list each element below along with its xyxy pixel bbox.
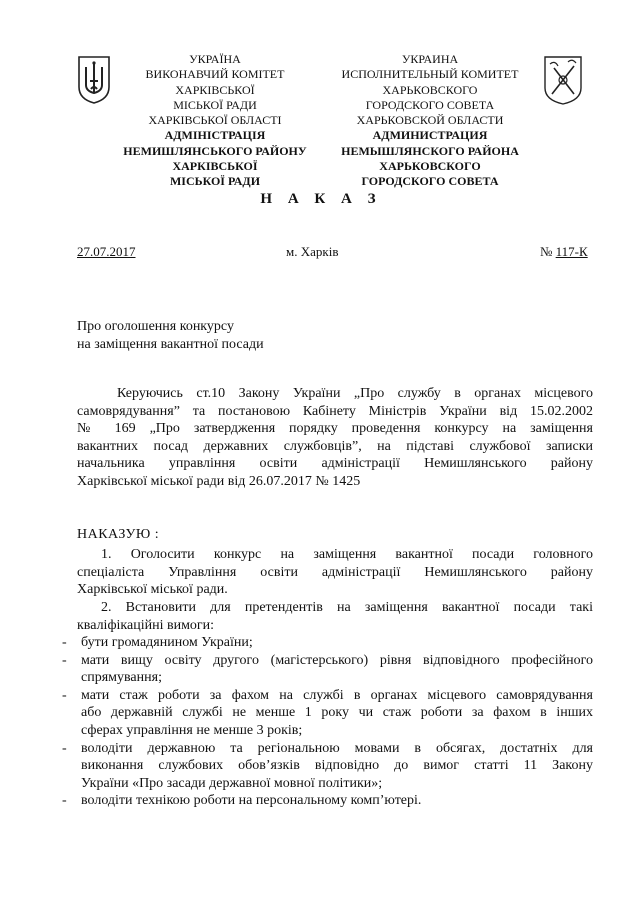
list-item-line: сферах управління не менше 3 років; [81, 722, 303, 738]
list-item-line: або державній службі не менше 1 року чи стаж роботи за фахом в інших [81, 705, 593, 721]
trident-coat-of-arms-icon [76, 55, 112, 105]
list-item: - мати стаж роботи за фахом на службі в органах місцевого самоврядування або державній службі не менше 1 року чи стаж роботи за фахом в інших сферах управління не менше 3 років; [62, 687, 593, 738]
list-item: - мати вищу освіту другого (магістерського) рівня відповідного професійного спрямування; [62, 652, 593, 686]
list-item-line: мати стаж роботи за фахом на службі в органах місцевого самоврядування [81, 687, 593, 703]
kharkiv-coat-of-arms-icon [542, 54, 584, 106]
preamble-line: № 169 „Про затвердження порядку проведення конкурсу на заміщення [77, 421, 593, 437]
preamble-paragraph [77, 385, 593, 491]
header-ukrainian [115, 52, 315, 190]
order-subject [77, 318, 264, 354]
point-2 [77, 599, 593, 634]
list-item-line: володіти технікою роботи на персональному комп’ютері. [81, 793, 422, 809]
preamble-line: Керуючись ст.10 Закону України „Про службу в органах місцевого [117, 386, 593, 401]
header-line-bold: ХАРКІВСЬКОЇ [172, 159, 258, 174]
header-line-bold: МІСЬКОЇ РАДИ [169, 174, 261, 189]
order-city: м. Харків [286, 244, 339, 259]
list-item-line: спрямування; [81, 670, 162, 686]
preamble-line: самоврядування” та постановою Кабінету Міністрів України від 15.02.2002 [77, 403, 593, 419]
header-line: ГОРОДСКОГО СОВЕТА [365, 97, 495, 112]
document-type-title: Н А К А З [260, 191, 382, 207]
header-line-bold: НЕМИШЛЯНСЬКОГО РАЙОНУ [123, 143, 307, 158]
list-item-line: України «Про засади державної мовної політики»; [81, 775, 383, 791]
point-line: кваліфікаційні вимоги: [77, 617, 215, 633]
preamble-line: вакантних посад державних службовців”, на підставі службової записки [77, 438, 593, 454]
subject-line: Про оголошення конкурсу [77, 319, 234, 334]
list-item: - володіти технікою роботи на персональному комп’ютері. [62, 792, 593, 810]
point-line: Харківської міської ради. [77, 582, 228, 598]
header-line: ХАРЬКОВСКОЙ ОБЛАСТИ [356, 113, 504, 128]
header-line: ВИКОНАВЧИЙ КОМІТЕТ [145, 67, 285, 82]
preamble-line: Харківської міської ради від 26.07.2017 № 1425 [77, 473, 361, 489]
preamble-line: начальника управління освіти адміністрації Немишлянського району [77, 456, 593, 472]
point-line: спеціаліста Управління освіти адміністрації Немишлянського району [77, 564, 593, 580]
header-line-bold: НЕМЫШЛЯНСКОГО РАЙОНА [341, 143, 519, 158]
header-line-bold: АДМИНИСТРАЦИЯ [372, 128, 488, 143]
list-item-line: володіти державною та регіональною мовами в обсягах, достатніх для [81, 740, 593, 756]
order-directive-heading: НАКАЗУЮ : [77, 527, 160, 542]
header-line-bold: ХАРЬКОВСКОГО [379, 159, 481, 174]
header-line: МІСЬКОЇ РАДИ [173, 97, 257, 112]
subject-line: на заміщення вакантної посади [77, 337, 264, 352]
list-item: - володіти державною та регіональною мовами в обсягах, достатніх для виконання службових обов’язків відповідно до вимог статті 11 Закону України «Про засади державної мовної політики»; [62, 740, 593, 791]
order-number-value: 117-К [555, 244, 588, 259]
header-line: ХАРКІВСЬКОЇ ОБЛАСТІ [148, 113, 282, 128]
header-line: ИСПОЛНИТЕЛЬНЫЙ КОМИТЕТ [341, 67, 519, 82]
header-line: ХАРКІВСЬКОЇ [175, 82, 255, 97]
header-line: УКРАЇНА [189, 52, 241, 66]
order-number-prefix: № [540, 244, 556, 259]
list-item: - бути громадянином України; [62, 634, 593, 652]
header-line: УКРАИНА [401, 52, 459, 66]
order-date: 27.07.2017 [77, 244, 136, 259]
requirements-list [62, 634, 593, 810]
order-number [540, 244, 588, 260]
point-1 [77, 546, 593, 599]
header-line-bold: АДМІНІСТРАЦІЯ [164, 128, 266, 143]
header-line: ХАРЬКОВСКОГО [382, 82, 478, 97]
list-item-line: виконання службових обов’язків відповідно до вимог статті 11 Закону [81, 758, 593, 774]
list-item-line: бути громадянином України; [81, 635, 253, 650]
header-line-bold: ГОРОДСКОГО СОВЕТА [361, 174, 499, 189]
header-russian [330, 52, 530, 190]
point-line: 1. Оголосити конкурс на заміщення вакантної посади головного [101, 547, 593, 562]
list-item-line: мати вищу освіту другого (магістерського) рівня відповідного професійного [81, 652, 593, 668]
point-line: 2. Встановити для претендентів на заміщення вакантної посади такі [101, 600, 593, 615]
